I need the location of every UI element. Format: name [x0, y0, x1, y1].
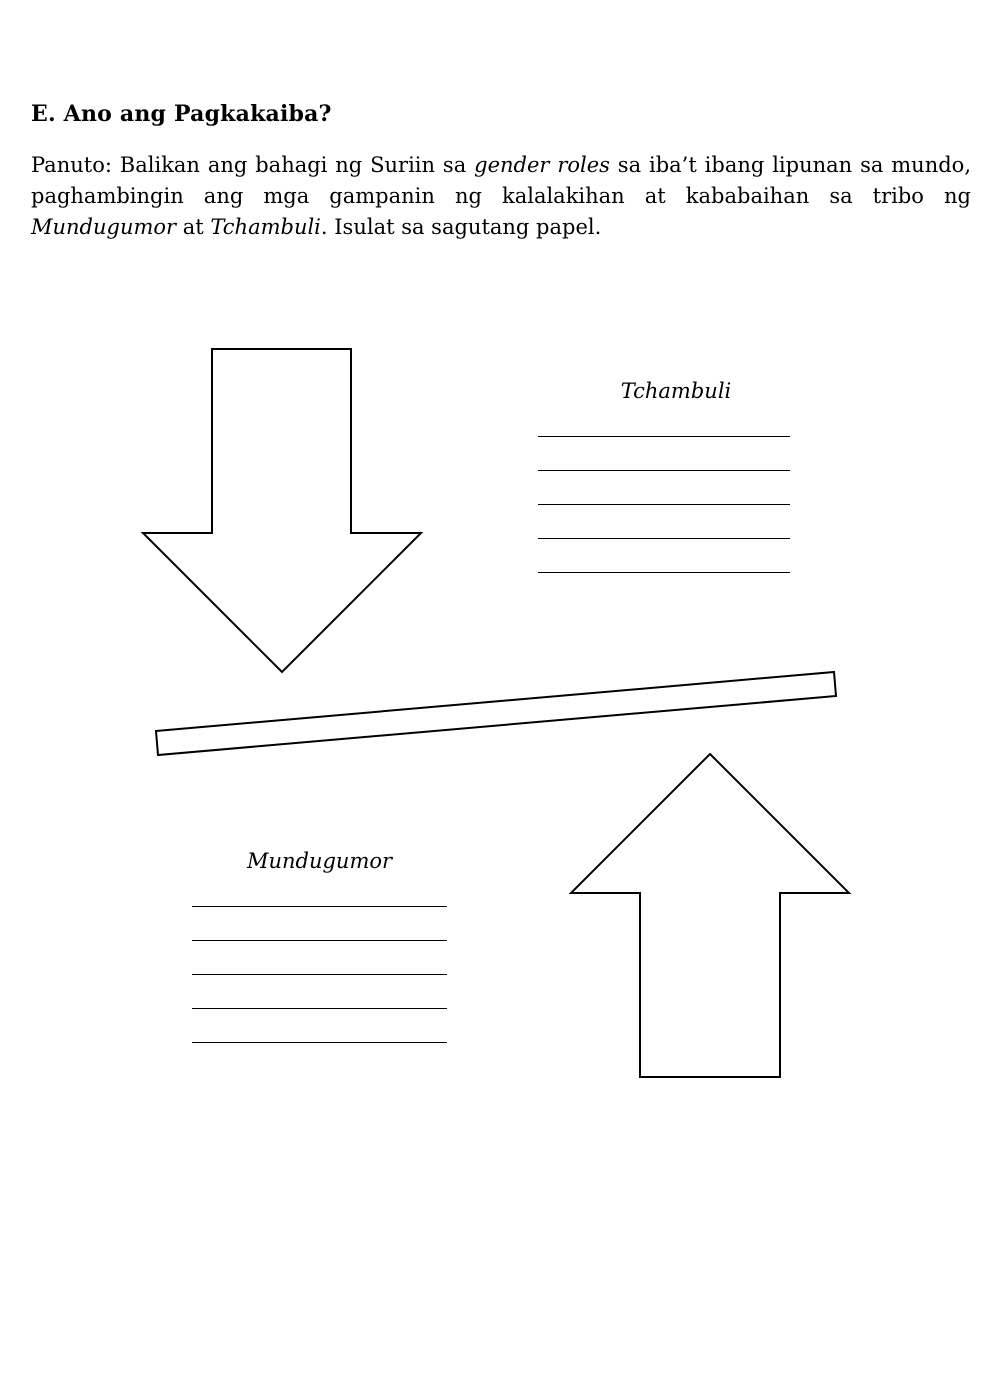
balance-beam	[156, 672, 836, 755]
up-arrow	[571, 754, 849, 1077]
mundugumor-label: Mundugumor	[246, 849, 393, 873]
answer-line[interactable]	[192, 940, 447, 941]
tchambuli-answer-lines	[538, 436, 790, 606]
tchambuli-label: Tchambuli	[620, 379, 732, 403]
down-arrow	[143, 349, 421, 672]
instructions-text-4: . Isulat sa sagutang papel.	[320, 215, 602, 239]
answer-line[interactable]	[192, 1008, 447, 1009]
instructions-italic-mundugumor: Mundugumor	[31, 215, 177, 239]
answer-line[interactable]	[192, 906, 447, 907]
answer-line[interactable]	[192, 974, 447, 975]
instructions-italic-gender-roles: gender roles	[474, 153, 610, 177]
section-heading: E. Ano ang Pagkakaiba?	[31, 101, 332, 127]
answer-line[interactable]	[538, 470, 790, 471]
instructions-text-2: sa iba’t ibang lipunan sa mundo, paghambingin ang mga gampanin ng kalalakihan at kababaihan sa tribo ng	[31, 153, 971, 208]
answer-line[interactable]	[538, 436, 790, 437]
answer-line[interactable]	[538, 572, 790, 573]
instructions-text-3: at	[176, 215, 211, 239]
mundugumor-answer-lines	[192, 906, 447, 1076]
instructions-italic-tchambuli: Tchambuli	[210, 215, 321, 239]
answer-line[interactable]	[192, 1042, 447, 1043]
instructions-text-1: Panuto: Balikan ang bahagi ng Suriin sa	[31, 153, 475, 177]
answer-line[interactable]	[538, 504, 790, 505]
answer-line[interactable]	[538, 538, 790, 539]
